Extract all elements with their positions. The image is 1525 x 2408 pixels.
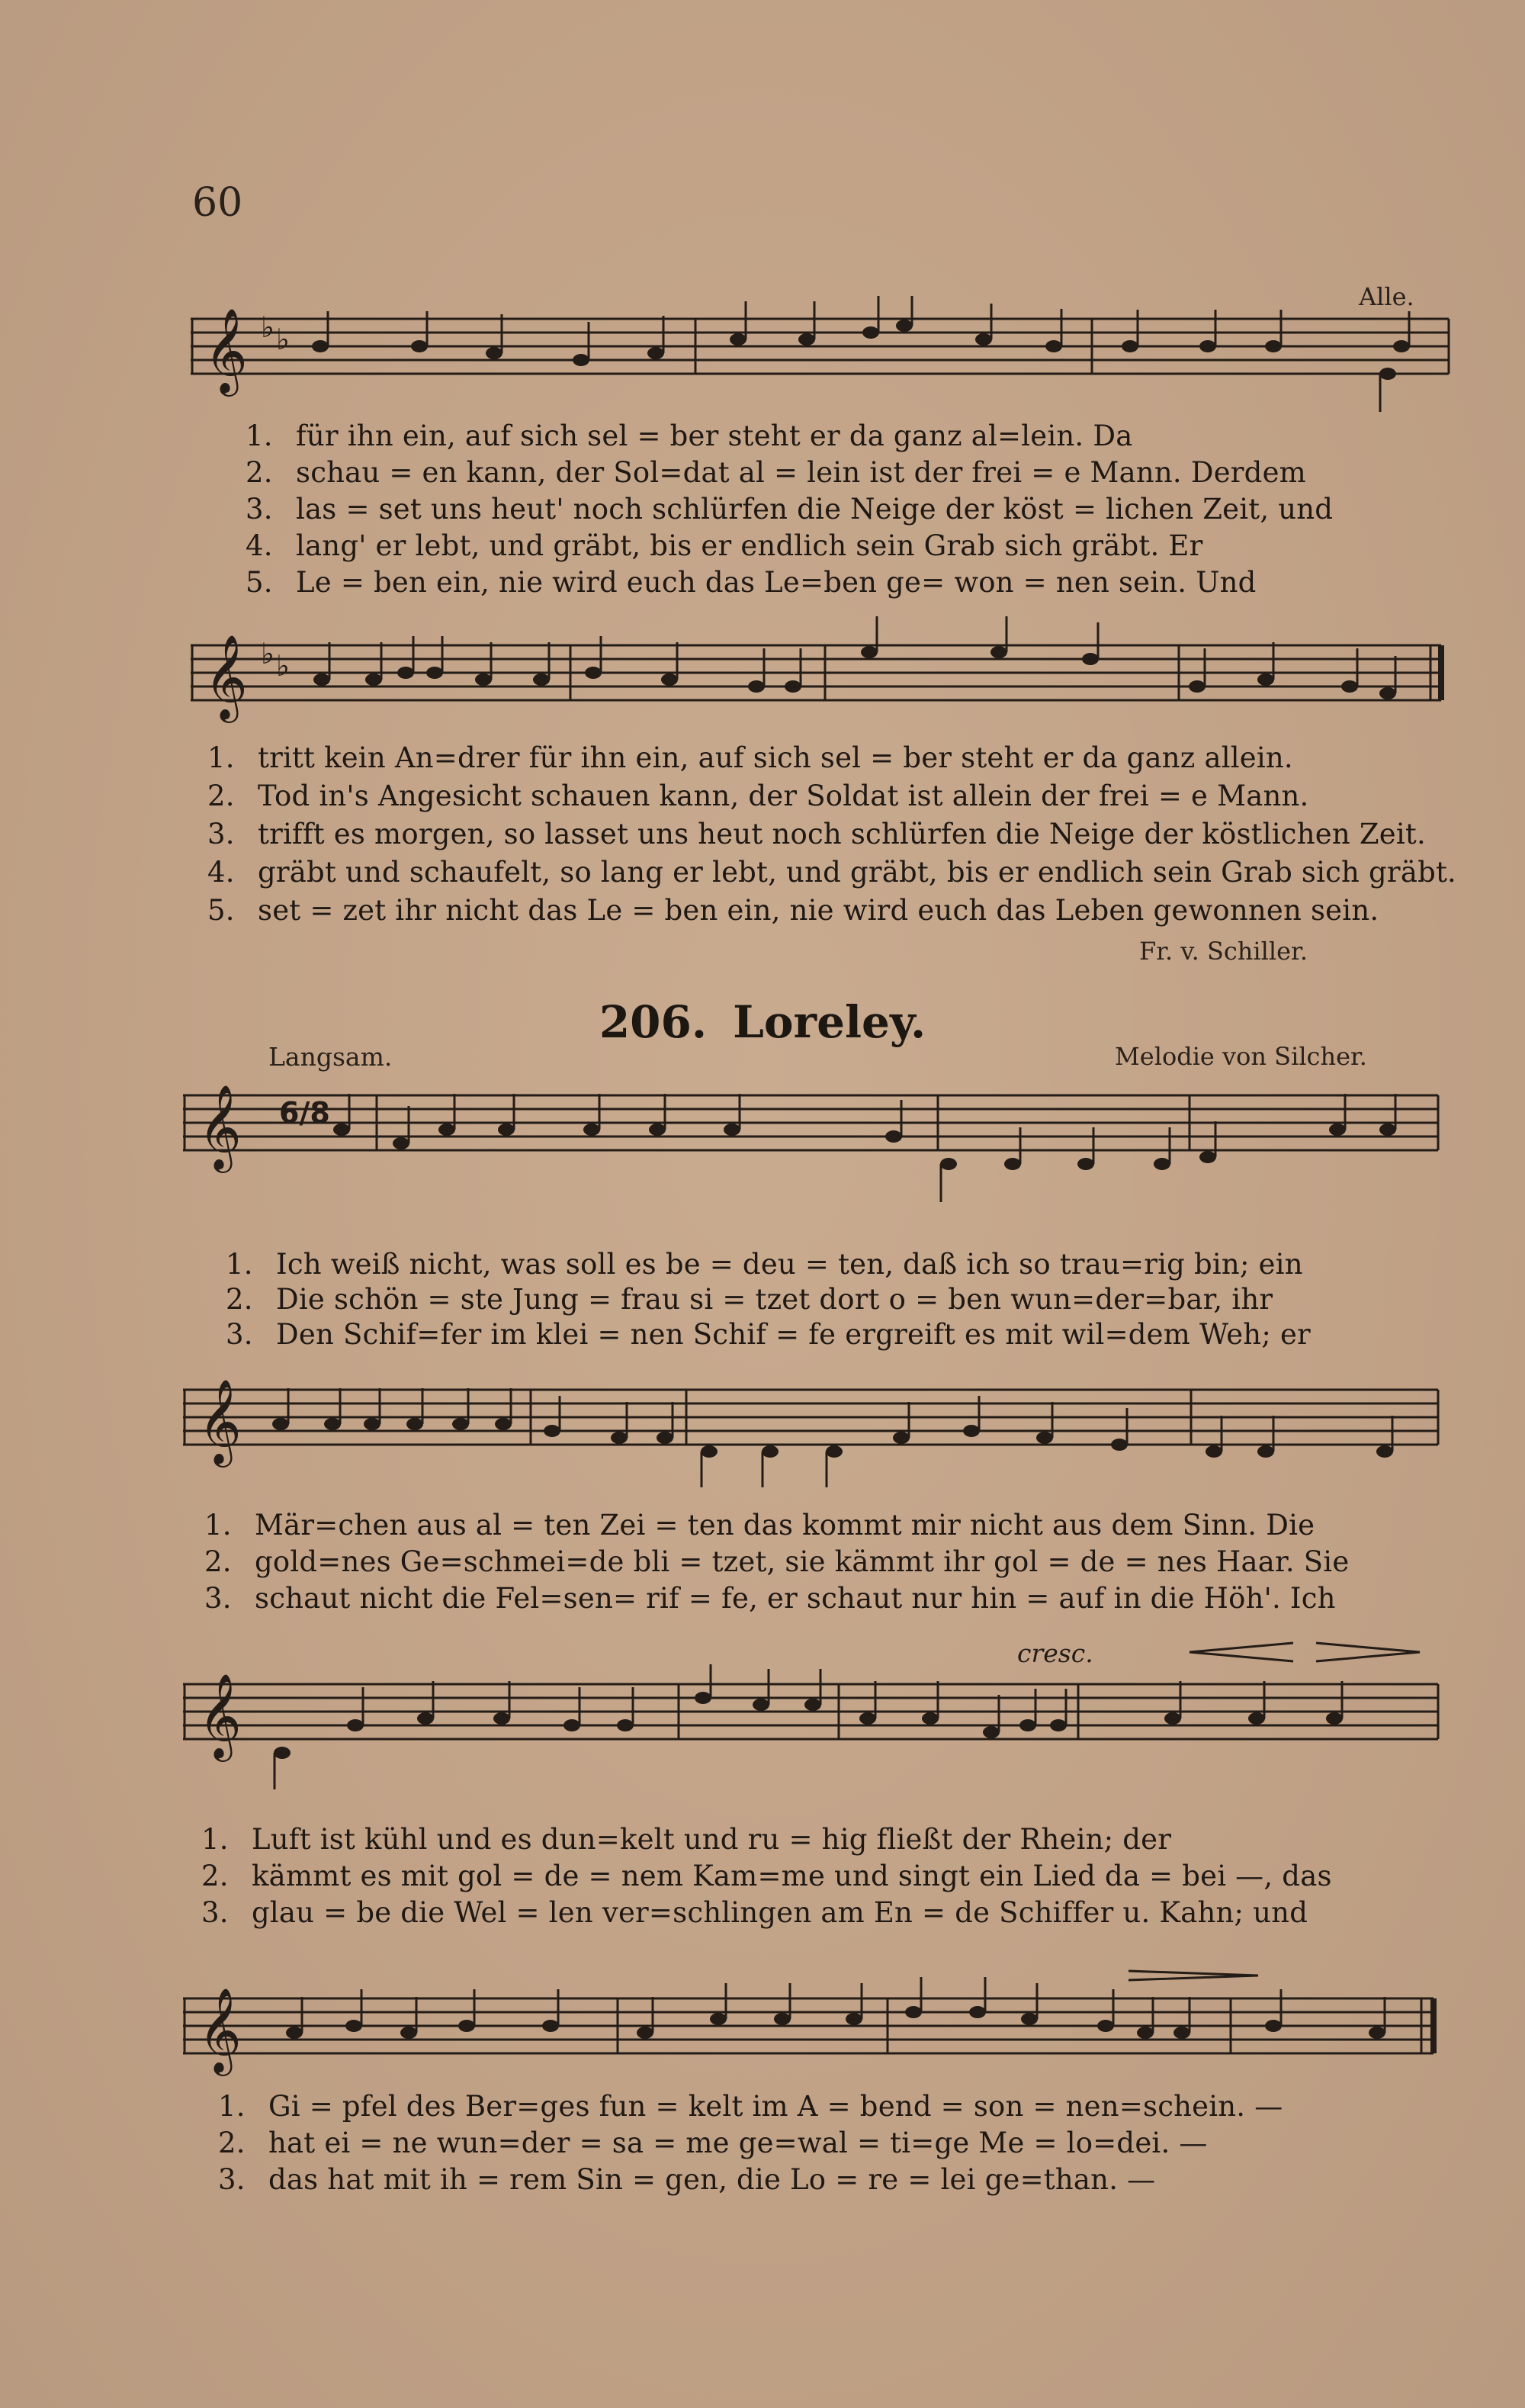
lyric-line bbox=[201, 1823, 1171, 1856]
staff-lines bbox=[191, 319, 1449, 374]
notes bbox=[312, 296, 1410, 412]
lyric-line bbox=[207, 741, 1293, 774]
verse-number: 2. bbox=[201, 1860, 229, 1892]
lyric-line bbox=[207, 894, 1379, 927]
page-number: 60 bbox=[192, 180, 243, 226]
key-signature-flat-icon: ♭ bbox=[276, 649, 290, 683]
lyric-text: schaut nicht die Fel=sen= rif = fe, er schaut nur hin = auf in die Höh'. Ich bbox=[255, 1582, 1336, 1615]
verse-number: 1. bbox=[204, 1509, 232, 1542]
verse-number: 2. bbox=[218, 2127, 246, 2159]
lyric-line bbox=[201, 1896, 1308, 1929]
verse-number: 1. bbox=[218, 2090, 246, 2123]
music-staff bbox=[191, 625, 1456, 747]
verse-number: 3. bbox=[204, 1582, 232, 1615]
lyric-line bbox=[246, 566, 1257, 599]
lyric-text: gräbt und schaufelt, so lang er lebt, und gräbt, bis er endlich sein Grab sich gräbt. bbox=[258, 856, 1456, 889]
lyric-line bbox=[218, 2127, 1208, 2159]
verse-number: 3. bbox=[201, 1896, 229, 1929]
lyric-text: Le = ben ein, nie wird euch das Le=ben ge= won = nen sein. Und bbox=[296, 566, 1257, 599]
lyric-line bbox=[246, 529, 1203, 562]
lyric-text: set = zet ihr nicht das Le = ben ein, nie wird euch das Leben gewonnen sein. bbox=[258, 894, 1379, 927]
staff-lines bbox=[183, 1390, 1438, 1445]
song-title: Loreley. bbox=[733, 996, 926, 1048]
lyric-line bbox=[207, 818, 1426, 850]
treble-clef-icon: 𝄞 bbox=[198, 1673, 242, 1758]
tempo-marking: Langsam. bbox=[268, 1042, 393, 1072]
verse-number: 2. bbox=[207, 780, 235, 812]
lyric-line bbox=[204, 1509, 1315, 1542]
verse-number: 3. bbox=[218, 2163, 246, 2196]
staff-lines bbox=[183, 1998, 1434, 2053]
music-staff bbox=[183, 1373, 1449, 1510]
staff-lines bbox=[183, 1684, 1438, 1739]
lyric-line bbox=[246, 493, 1333, 526]
verse-number: 1. bbox=[226, 1248, 253, 1281]
lyric-text: Mär=chen aus al = ten Zei = ten das kommt mir nicht aus dem Sinn. Die bbox=[255, 1509, 1315, 1542]
lyric-line bbox=[207, 780, 1308, 812]
verse-number: 3. bbox=[226, 1318, 253, 1351]
lyric-text: las = set uns heut' noch schlürfen die Neige der köst = lichen Zeit, und bbox=[296, 493, 1334, 526]
music-staff bbox=[183, 1083, 1449, 1236]
verse-number: 3. bbox=[246, 493, 273, 526]
lyric-text: Die schön = ste Jung = frau si = tzet dort o = ben wun=der=bar, ihr bbox=[276, 1283, 1273, 1316]
lyric-text: kämmt es mit gol = de = nem Kam=me und singt ein Lied da = bei —, das bbox=[252, 1860, 1332, 1892]
lyric-line bbox=[246, 456, 1306, 489]
song-heading bbox=[0, 996, 1525, 1048]
lyric-text: das hat mit ih = rem Sin = gen, die Lo = re = lei ge=than. — bbox=[268, 2163, 1156, 2196]
verse-number: 1. bbox=[246, 420, 273, 452]
treble-clef-icon: 𝄞 bbox=[198, 1987, 242, 2072]
lyric-line bbox=[204, 1545, 1349, 1578]
lyric-text: glau = be die Wel = len ver=schlingen am En = de Schiffer u. Kahn; und bbox=[252, 1896, 1308, 1929]
lyric-text: Ich weiß nicht, was soll es be = deu = ten, daß ich so trau=rig bin; ein bbox=[276, 1248, 1303, 1281]
verse-number: 1. bbox=[207, 741, 235, 774]
lyric-line bbox=[226, 1248, 1303, 1281]
verse-number: 2. bbox=[204, 1545, 232, 1578]
key-signature-flat-icon: ♭ bbox=[276, 323, 290, 356]
lyric-text: Luft ist kühl und es dun=kelt und ru = hig fließt der Rhein; der bbox=[252, 1823, 1172, 1856]
treble-clef-icon: 𝄞 bbox=[204, 634, 248, 719]
lyric-line bbox=[226, 1318, 1311, 1351]
treble-clef-icon: 𝄞 bbox=[198, 1084, 242, 1169]
lyric-text: lang' er lebt, und gräbt, bis er endlich sein Grab sich gräbt. Er bbox=[296, 529, 1203, 562]
alle-label: Alle. bbox=[1359, 282, 1414, 311]
melody-credit: Melodie von Silcher. bbox=[1115, 1042, 1367, 1071]
lyric-line bbox=[218, 2163, 1155, 2196]
dynamics-hairpins bbox=[1186, 1637, 1430, 1667]
poet-credit: Fr. v. Schiller. bbox=[1139, 937, 1308, 966]
lyric-line bbox=[226, 1283, 1273, 1316]
verse-number: 2. bbox=[226, 1283, 253, 1316]
lyric-text: für ihn ein, auf sich sel = ber steht er da ganz al=lein. Da bbox=[296, 420, 1133, 452]
verse-number: 5. bbox=[207, 894, 235, 927]
key-signature-flat-icon: ♭ bbox=[261, 310, 274, 344]
lyric-text: Den Schif=fer im klei = nen Schif = fe ergreift es mit wil=dem Weh; er bbox=[276, 1318, 1311, 1351]
verse-number: 4. bbox=[246, 529, 273, 562]
crescendo-marking: cresc. bbox=[1017, 1638, 1093, 1668]
key-signature-flat-icon: ♭ bbox=[261, 637, 274, 670]
lyric-text: schau = en kann, der Sol=dat al = lein ist der frei = e Mann. Derdem bbox=[296, 456, 1306, 489]
time-signature: 6/8 bbox=[279, 1096, 330, 1130]
music-staff bbox=[183, 1670, 1449, 1808]
lyric-line bbox=[246, 420, 1132, 452]
lyric-line bbox=[201, 1860, 1332, 1892]
treble-clef-icon: 𝄞 bbox=[204, 307, 248, 393]
music-staff bbox=[191, 305, 1456, 435]
lyric-text: tritt kein An=drer für ihn ein, auf sich sel = ber steht er da ganz allein. bbox=[258, 741, 1293, 774]
lyric-text: trifft es morgen, so lasset uns heut noch schlürfen die Neige der köstlichen Zeit. bbox=[258, 818, 1426, 850]
staff-lines bbox=[191, 645, 1441, 700]
verse-number: 4. bbox=[207, 856, 235, 889]
lyric-text: gold=nes Ge=schmei=de bli = tzet, sie kämmt ihr gol = de = nes Haar. Sie bbox=[255, 1545, 1350, 1578]
lyric-line bbox=[207, 856, 1456, 889]
lyric-text: Gi = pfel des Ber=ges fun = kelt im A = bend = son = nen=schein. — bbox=[268, 2090, 1283, 2123]
lyric-text: Tod in's Angesicht schauen kann, der Soldat ist allein der frei = e Mann. bbox=[258, 780, 1309, 812]
verse-number: 1. bbox=[201, 1823, 229, 1856]
lyric-text: hat ei = ne wun=der = sa = me ge=wal = ti=ge Me = lo=dei. — bbox=[268, 2127, 1208, 2159]
verse-number: 2. bbox=[246, 456, 273, 489]
treble-clef-icon: 𝄞 bbox=[198, 1378, 242, 1464]
notes bbox=[286, 1977, 1385, 2053]
staff-lines bbox=[183, 1095, 1438, 1150]
lyric-line bbox=[218, 2090, 1283, 2123]
song-number: 206. bbox=[599, 996, 708, 1048]
verse-number: 3. bbox=[207, 818, 235, 850]
music-staff bbox=[183, 1953, 1449, 2090]
verse-number: 5. bbox=[246, 566, 273, 599]
lyric-line bbox=[204, 1582, 1336, 1615]
